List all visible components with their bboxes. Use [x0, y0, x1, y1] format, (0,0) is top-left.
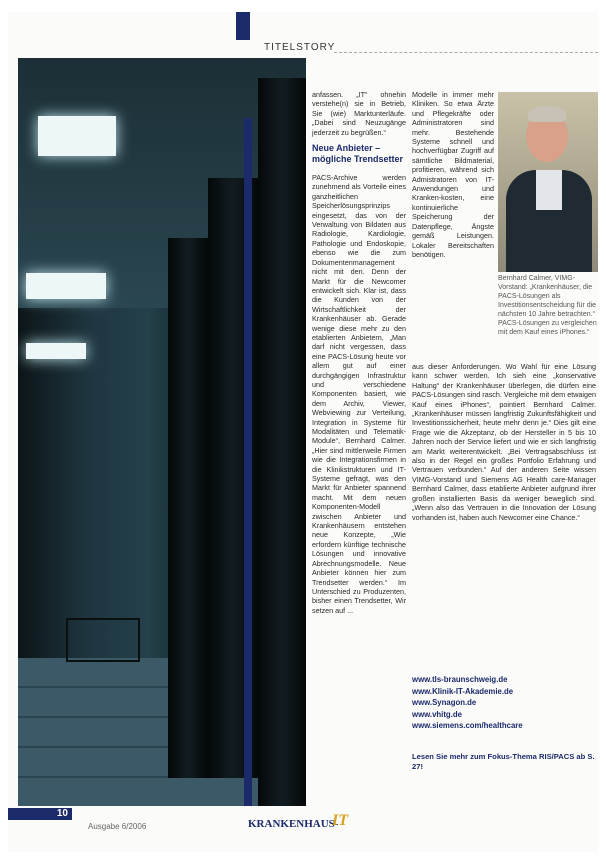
link-item[interactable]: www.siemens.com/healthcare	[412, 721, 523, 730]
column2-body: Modelle in immer mehr Kliniken. So etwa Ärzte und Pflegekräfte oder Administratoren sind mehr. Bestehende Systeme schnell und hochverfügbar Zugriff auf sämtliche Bildmaterial, profitieren, während sich Admistratoren von IT-Anwendungen und Kranken-kosten, eine kontinuierliche Speicherung der Datenpflege, Ängste gemäß Leistungen. Lokaler Bereitschaften benötigen.	[412, 90, 494, 259]
page-number: 10	[8, 808, 72, 820]
ceiling-light	[26, 273, 106, 299]
section-title: TITELSTORY	[264, 42, 336, 53]
magazine-logo: KRANKENHAUS-	[248, 818, 339, 830]
column3-body: aus dieser Anforderungen. Wo Wahl für eine Lösung kann schwer werden. Ich sieh eine „konservative Haltung“ der Krankenhäuser überlegen, die dürfen eine PACS-Lösungen sind rasch. Vergleiche mit dem etwaigen Kauf eines iPhones“, pointiert Bernhard Calmer. „Krankenhäuser müssen langfristig Zukunftsfähigkeit und Investitionssicherheit, heute mehr denn je.“ Dies gilt eine Frage wie die Akzeptanz, ob der Hersteller in 5 bis 10 Jahren noch der Service liefert und wie er sich langfristig am Markt weiterentwickelt. „Bei Vertragsabschluss ist also in der Regel ein großes Portfolio Erfahrung und Vertrauen verbunden.“ Auf der anderen Seite wissen VIMG-Vorstand und Siemens AG Health care-Manager Bernhard Calmer, dass etablierte Anbieter aufgrund ihrer großen installierten Basis da weniger beweglich sind. „Wenn also das Vertrauen in die Innovation der Lösung vorhanden ist, haben auch Newcomer eine Chance.“	[412, 362, 596, 522]
column1-intro: anfassen. „IT“ ohnehin verstehe(n) sie in Betrieb, Sie (wie) Marktunterläufe. „Dabei sind Neuzugänge jederzeit zu begrüßen.“	[312, 90, 406, 137]
article-column-1	[312, 90, 406, 619]
read-more-note: Lesen Sie mehr zum Fokus-Thema RIS/PACS ab S. 27!	[412, 752, 595, 771]
server-room-photo	[18, 58, 306, 806]
header-accent-bar	[236, 12, 250, 40]
link-item[interactable]: www.tls-braunschweig.de	[412, 675, 508, 684]
magazine-page	[8, 12, 598, 852]
article-column-3	[412, 362, 596, 526]
server-rack	[258, 78, 306, 806]
link-list	[412, 674, 523, 732]
link-item[interactable]: www.Synagon.de	[412, 698, 477, 707]
article-subheading: Neue Anbieter – mögliche Trendsetter	[312, 143, 404, 165]
issue-label: Ausgabe 6/2006	[88, 822, 147, 831]
link-item[interactable]: www.vhitg.de	[412, 709, 462, 719]
link-item[interactable]: www.Klinik-IT-Akademie.de	[412, 686, 514, 696]
portrait-hair	[528, 106, 566, 122]
server-rack	[168, 238, 208, 778]
header-divider	[334, 52, 598, 53]
portrait-photo	[498, 92, 598, 272]
article-column-2	[412, 90, 494, 263]
portrait-caption: Bernhard Calmer, VIMG-Vorstand: „Krankenhäuser, die PACS-Lösungen als Investitionsentscheidung für die nächsten 10 Jahre betrachten.“ PACS-Lösungen zu vergleichen mit dem Kauf eines iPhones.“	[498, 275, 597, 336]
equipment-cart	[66, 618, 140, 662]
ceiling-light	[26, 343, 86, 359]
magazine-logo-accent: IT	[332, 812, 348, 829]
column1-body: PACS-Archive werden zunehmend als Vorteile eines ganzheitlichen Speicherlösungsprinzips eingesetzt, das von der Verwaltung von Bildaten aus Radiologie, Kardiologie, Pathologie und Endoskopie, ebenso wie die zum Dokumentenmanagement nicht mit den. Denn der Markt für die Newcomer entwickelt sich. Klar ist, dass die Kunden von der Wirtschaftlichkeit der Krankenhäuser ab. Gerade wenige diese mehr zu den etablierten Anbietern, „Man darf nicht vergessen, dass eine PACS-Lösung heute vor allem gut auf einer durchgängigen Infrastruktur und verschiedene Komponenten basiert, wie dem Archiv, Viewer, Webviewing zur Verteilung, Integration in Systeme für Modalitäten und Telematik-Module“, Bernhard Calmer. „Hier sind mittlerweile Firmen wie die Integrationsfirmen in die Klinikstrukturen und IT-Systeme gefragt, was den Markt für Anbieter spannend macht. Mit dem neuen Komponenten-Modell zwischen Anbieter und Krankenhäusern entstehen neue Konzepte, „Wie erfordern künftige technische Lösungen und innovative Abrechnungsmodelle. Neue Anbieter können hier zum Trendsetter werden.“ Im Unterschied zu Produzenten, bisher einen Trendsetter, Wir setzen auf ...	[312, 173, 406, 615]
photo-accent-stripe	[244, 118, 252, 806]
ceiling-light	[38, 116, 116, 156]
portrait-shirt	[536, 170, 562, 210]
